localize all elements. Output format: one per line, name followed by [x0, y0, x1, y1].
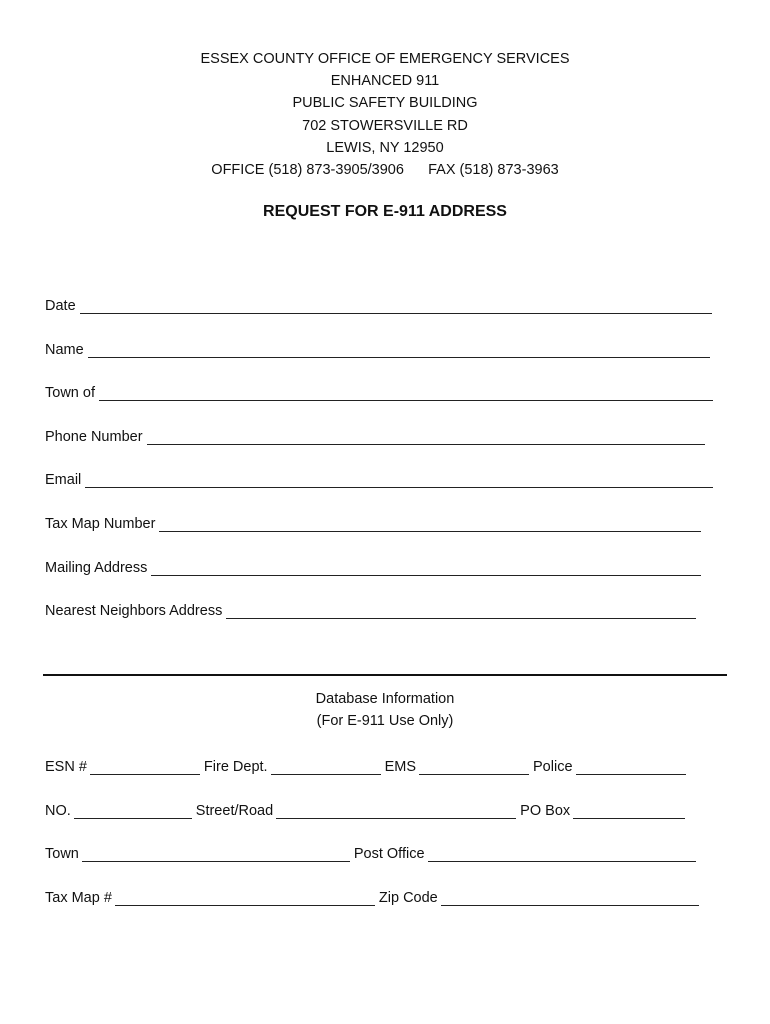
- agency-name: ESSEX COUNTY OFFICE OF EMERGENCY SERVICES: [200, 51, 570, 67]
- fire-dept-label: Fire Dept.: [203, 759, 268, 775]
- po-box-label: PO Box: [520, 803, 571, 819]
- street-road-input-line[interactable]: [276, 804, 516, 819]
- town-input-line[interactable]: [82, 847, 350, 862]
- mailing-address-field[interactable]: [45, 556, 705, 576]
- town-label: Town: [45, 846, 79, 862]
- contact-line: [0, 159, 770, 181]
- post-office-input-line[interactable]: [428, 847, 696, 862]
- ems-label: EMS: [384, 759, 417, 775]
- tax-map-label: Tax Map #: [45, 890, 112, 906]
- fax-number: FAX (518) 873-3963: [428, 162, 559, 179]
- department-name: ENHANCED 911: [330, 73, 440, 90]
- database-title: Database Information: [315, 691, 455, 707]
- town-of-label: Town of: [45, 385, 95, 401]
- police-input-line[interactable]: [576, 760, 686, 775]
- nearest-neighbors-label: Nearest Neighbors Address: [45, 603, 223, 619]
- city-state-zip: LEWIS, NY 12950: [326, 139, 444, 156]
- form-title: REQUEST FOR E-911 ADDRESS: [263, 203, 507, 220]
- number-input-line[interactable]: [74, 804, 192, 819]
- street-road-label: Street/Road: [195, 803, 274, 819]
- name-input-line[interactable]: [88, 343, 710, 358]
- email-input-line[interactable]: [85, 473, 713, 488]
- tax-map-input-line[interactable]: [115, 891, 375, 906]
- letterhead: [0, 48, 770, 181]
- nearest-neighbors-field[interactable]: [45, 599, 700, 619]
- nearest-neighbors-input-line[interactable]: [226, 604, 696, 619]
- phone-input-line[interactable]: [147, 430, 705, 445]
- date-label: Date: [45, 298, 76, 314]
- date-input-line[interactable]: [80, 299, 712, 314]
- tax-map-number-label: Tax Map Number: [45, 516, 156, 532]
- tax-map-zip-row: [45, 886, 703, 906]
- mailing-address-label: Mailing Address: [45, 560, 148, 576]
- ems-input-line[interactable]: [419, 760, 529, 775]
- database-subtitle: (For E-911 Use Only): [316, 713, 454, 729]
- town-post-office-row: [45, 842, 700, 862]
- date-field[interactable]: [45, 294, 716, 314]
- office-phone: OFFICE (518) 873-3905/3906: [211, 162, 404, 179]
- phone-field[interactable]: [45, 425, 709, 445]
- esn-row: [45, 755, 690, 775]
- name-label: Name: [45, 342, 84, 358]
- email-label: Email: [45, 472, 82, 488]
- fire-dept-input-line[interactable]: [271, 760, 381, 775]
- mailing-address-input-line[interactable]: [151, 561, 701, 576]
- phone-label: Phone Number: [45, 429, 143, 445]
- section-divider: [43, 674, 727, 676]
- zip-code-input-line[interactable]: [441, 891, 699, 906]
- name-field[interactable]: [45, 338, 714, 358]
- esn-input-line[interactable]: [90, 760, 200, 775]
- police-label: Police: [533, 759, 573, 775]
- po-box-input-line[interactable]: [573, 804, 685, 819]
- zip-code-label: Zip Code: [378, 890, 438, 906]
- town-of-input-line[interactable]: [99, 386, 713, 401]
- tax-map-number-input-line[interactable]: [159, 517, 701, 532]
- number-street-row: [45, 799, 689, 819]
- building-name: PUBLIC SAFETY BUILDING: [292, 95, 478, 112]
- esn-label: ESN #: [45, 759, 87, 775]
- tax-map-number-field[interactable]: [45, 512, 705, 532]
- post-office-label: Post Office: [353, 846, 425, 862]
- town-of-field[interactable]: [45, 381, 717, 401]
- email-field[interactable]: [45, 468, 717, 488]
- street-address: 702 STOWERSVILLE RD: [302, 117, 468, 134]
- number-label: NO.: [45, 803, 71, 819]
- database-section-header: [0, 688, 770, 732]
